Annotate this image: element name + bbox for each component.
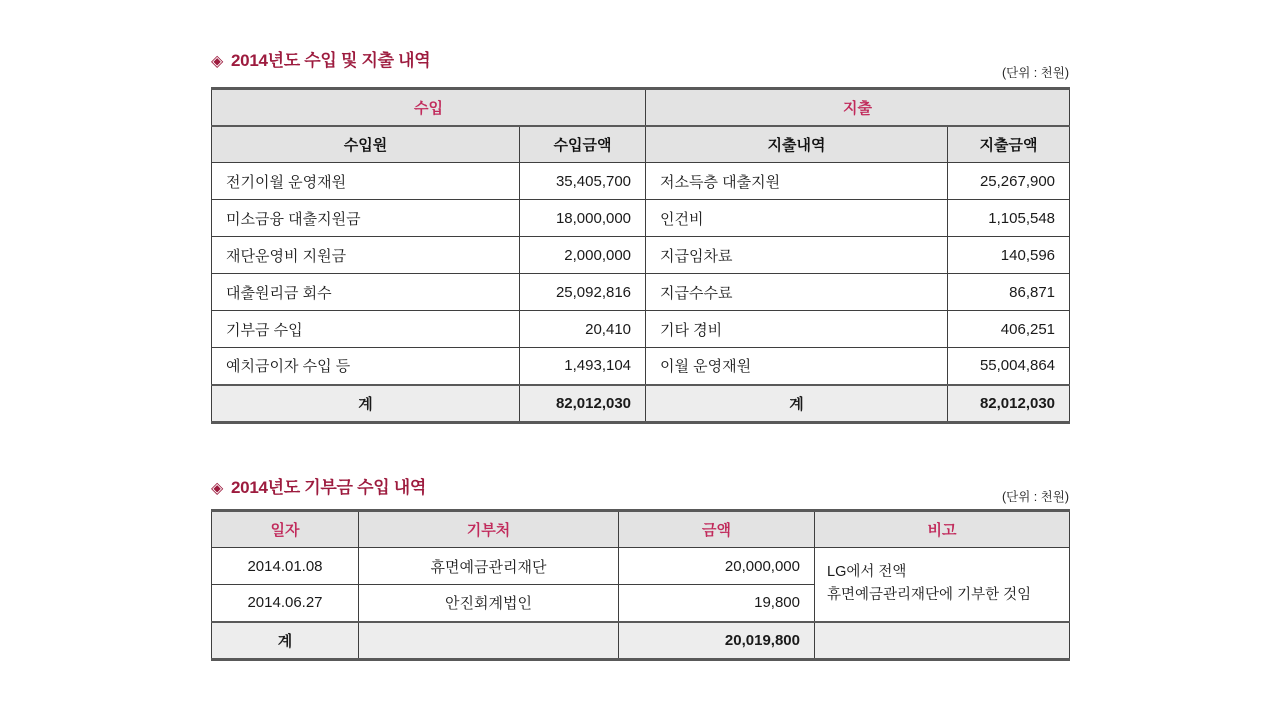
section2-title [211, 473, 426, 498]
section1-title [211, 46, 430, 71]
donation-total-label: 계 [212, 622, 359, 660]
expense-total-label: 계 [646, 385, 948, 423]
expense-item-header: 지출내역 [646, 126, 948, 163]
empty-cell [359, 622, 619, 660]
table-row [212, 348, 1070, 385]
expense-item-cell: 기타 경비 [646, 311, 948, 348]
income-expense-table [211, 87, 1070, 424]
donor-header: 기부처 [359, 511, 619, 548]
income-source-header: 수입원 [212, 126, 520, 163]
income-source-cell: 재단운영비 지원금 [212, 237, 520, 274]
expense-amount-cell: 55,004,864 [948, 348, 1070, 385]
expense-amount-cell: 406,251 [948, 311, 1070, 348]
total-row [212, 622, 1070, 660]
income-amount-cell: 20,410 [520, 311, 646, 348]
empty-cell [815, 622, 1070, 660]
section2-unit-label: (단위 : 천원) [1001, 490, 1069, 504]
income-source-cell: 대출원리금 회수 [212, 274, 520, 311]
date-header: 일자 [212, 511, 359, 548]
income-amount-cell: 18,000,000 [520, 200, 646, 237]
expense-item-cell: 이월 운영재원 [646, 348, 948, 385]
remarks-header: 비고 [815, 511, 1070, 548]
table-row [212, 126, 1070, 163]
income-amount-cell: 35,405,700 [520, 163, 646, 200]
section1-title-text: 2014년도 수입 및 지출 내역 [231, 51, 431, 70]
donation-income-table [211, 509, 1070, 661]
expense-item-cell: 저소득층 대출지원 [646, 163, 948, 200]
table-row [212, 274, 1070, 311]
total-row [212, 385, 1070, 423]
donation-amount-cell: 20,000,000 [619, 548, 815, 585]
diamond-bullet-icon: ◈ [211, 480, 224, 497]
donation-total-amount: 20,019,800 [619, 622, 815, 660]
section2-title-text: 2014년도 기부금 수입 내역 [231, 478, 427, 497]
income-total-amount: 82,012,030 [520, 385, 646, 423]
donation-donor-cell: 휴면예금관리재단 [359, 548, 619, 585]
table-row [212, 163, 1070, 200]
donation-donor-cell: 안진회계법인 [359, 585, 619, 622]
income-amount-header: 수입금액 [520, 126, 646, 163]
income-source-cell: 기부금 수입 [212, 311, 520, 348]
expense-total-amount: 82,012,030 [948, 385, 1070, 423]
expense-amount-cell: 25,267,900 [948, 163, 1070, 200]
donation-amount-cell: 19,800 [619, 585, 815, 622]
table-row [212, 237, 1070, 274]
remarks-line: 휴면예금관리재단에 기부한 것임 [827, 587, 1032, 604]
amount-header: 금액 [619, 511, 815, 548]
donation-date-cell: 2014.06.27 [212, 585, 359, 622]
income-group-header: 수입 [212, 89, 646, 126]
donation-date-cell: 2014.01.08 [212, 548, 359, 585]
table-row [212, 311, 1070, 348]
expense-item-cell: 지급수수료 [646, 274, 948, 311]
income-total-label: 계 [212, 385, 520, 423]
expense-amount-header: 지출금액 [948, 126, 1070, 163]
expense-item-cell: 지급임차료 [646, 237, 948, 274]
income-source-cell: 예치금이자 수입 등 [212, 348, 520, 385]
income-source-cell: 전기이월 운영재원 [212, 163, 520, 200]
diamond-bullet-icon: ◈ [211, 53, 224, 70]
table-row [212, 89, 1070, 126]
section1-unit-label: (단위 : 천원) [1001, 66, 1069, 80]
income-amount-cell: 1,493,104 [520, 348, 646, 385]
expense-item-cell: 인건비 [646, 200, 948, 237]
donation-remarks-cell [815, 548, 1070, 622]
remarks-line: LG에서 전액 [827, 564, 907, 581]
income-amount-cell: 2,000,000 [520, 237, 646, 274]
income-source-cell: 미소금융 대출지원금 [212, 200, 520, 237]
expense-group-header: 지출 [646, 89, 1070, 126]
expense-amount-cell: 86,871 [948, 274, 1070, 311]
table-row [212, 200, 1070, 237]
income-amount-cell: 25,092,816 [520, 274, 646, 311]
expense-amount-cell: 140,596 [948, 237, 1070, 274]
table-row [212, 511, 1070, 548]
table-row [212, 548, 1070, 585]
expense-amount-cell: 1,105,548 [948, 200, 1070, 237]
